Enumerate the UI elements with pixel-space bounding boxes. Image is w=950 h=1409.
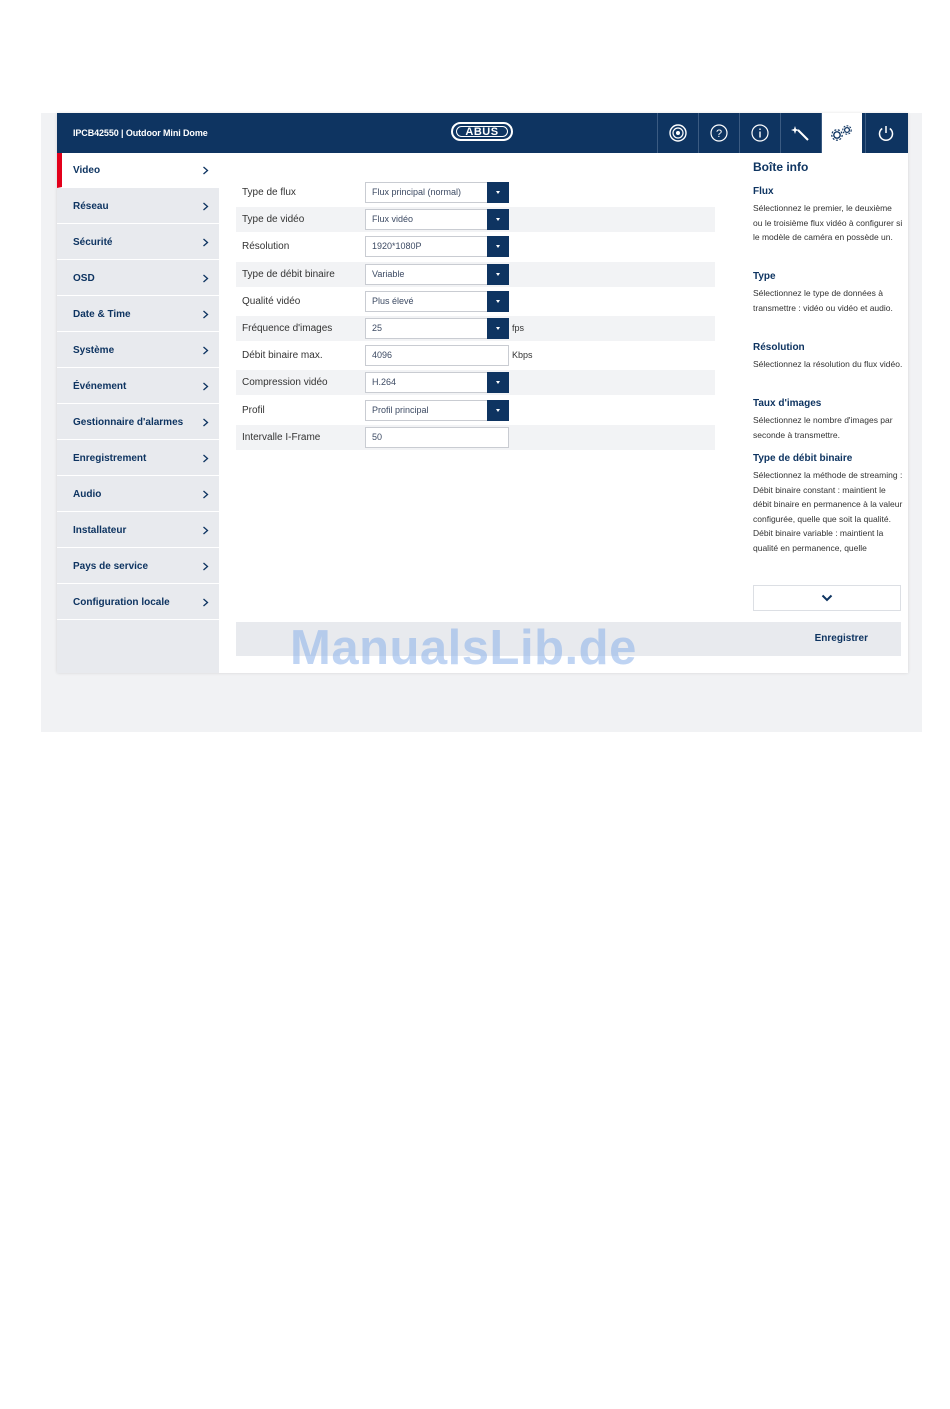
abus-logo bbox=[451, 122, 513, 141]
info-icon bbox=[750, 123, 770, 143]
form-label: Type de flux bbox=[242, 187, 296, 198]
dropdown-arrow-icon[interactable] bbox=[487, 182, 509, 203]
field-value: Flux vidéo bbox=[372, 214, 414, 224]
info-scroll-down-button[interactable] bbox=[753, 585, 901, 611]
chevron-right-icon bbox=[202, 166, 209, 175]
sidebar-item-label: Installateur bbox=[73, 525, 127, 536]
info-section bbox=[753, 342, 903, 372]
sidebar-item[interactable] bbox=[57, 153, 219, 188]
sidebar-item[interactable] bbox=[57, 477, 219, 512]
top-header bbox=[57, 113, 908, 153]
info-section-text: Sélectionnez le type de données à transmettre : vidéo ou vidéo et audio. bbox=[753, 288, 893, 313]
field-value: 25 bbox=[372, 323, 383, 333]
info-section-text: Sélectionnez la résolution du flux vidéo. bbox=[753, 359, 903, 369]
form-label: Type de débit binaire bbox=[242, 269, 335, 280]
chevron-right-icon bbox=[202, 454, 209, 463]
wizard-button[interactable] bbox=[780, 113, 821, 153]
help-button[interactable] bbox=[698, 113, 739, 153]
chevron-right-icon bbox=[202, 418, 209, 427]
field-value: Flux principal (normal) bbox=[372, 187, 462, 197]
field-value: 4096 bbox=[372, 350, 393, 360]
form-row bbox=[236, 262, 715, 287]
form-label: Débit binaire max. bbox=[242, 350, 323, 361]
select-field[interactable] bbox=[365, 264, 509, 285]
unit-label: fps bbox=[512, 323, 525, 333]
select-field[interactable] bbox=[365, 400, 509, 421]
live-view-button[interactable] bbox=[657, 113, 698, 153]
logo-text: ABUS bbox=[465, 126, 499, 138]
sidebar-item-label: OSD bbox=[73, 273, 95, 284]
dropdown-arrow-icon[interactable] bbox=[487, 372, 509, 393]
select-field[interactable] bbox=[365, 372, 509, 393]
form-label: Profil bbox=[242, 405, 265, 416]
sidebar-item[interactable] bbox=[57, 297, 219, 332]
power-icon bbox=[876, 123, 896, 143]
sidebar-item-label: Système bbox=[73, 345, 115, 356]
field-value: 1920*1080P bbox=[372, 241, 422, 251]
dropdown-arrow-icon[interactable] bbox=[487, 400, 509, 421]
info-section-heading: Taux d'images bbox=[753, 398, 822, 409]
info-section-text: Sélectionnez la méthode de streaming : Débit binaire constant : maintient le débit binaire en permanence à la valeur configurée, quelle que soit la qualité. Débit binaire variable : maintient la qualité en permanence, quelle bbox=[753, 470, 903, 553]
select-field[interactable] bbox=[365, 236, 509, 257]
dropdown-arrow-icon[interactable] bbox=[487, 209, 509, 230]
info-section-heading: Type de débit binaire bbox=[753, 453, 853, 464]
sidebar-item[interactable] bbox=[57, 549, 219, 584]
info-section bbox=[753, 271, 903, 315]
camera-lens-icon bbox=[668, 123, 688, 143]
info-box-title: Boîte info bbox=[753, 160, 809, 174]
field-value: H.264 bbox=[372, 377, 397, 387]
sidebar-item-label: Sécurité bbox=[73, 237, 113, 248]
dropdown-arrow-icon[interactable] bbox=[487, 318, 509, 339]
svg-text:?: ? bbox=[715, 128, 723, 140]
dropdown-arrow-icon[interactable] bbox=[487, 236, 509, 257]
form-row bbox=[236, 207, 715, 232]
info-section-text: Sélectionnez le nombre d'images par seconde à transmettre. bbox=[753, 415, 893, 440]
chevron-right-icon bbox=[202, 310, 209, 319]
chevron-right-icon bbox=[202, 382, 209, 391]
info-section-text: Sélectionnez le premier, le deuxième ou le troisième flux vidéo à configurer si le modèle de caméra en possède un. bbox=[753, 203, 903, 243]
text-input[interactable] bbox=[365, 427, 509, 448]
sidebar-item[interactable] bbox=[57, 441, 219, 476]
info-button[interactable] bbox=[739, 113, 780, 153]
save-button[interactable]: Enregistrer bbox=[814, 633, 868, 644]
sidebar-item[interactable] bbox=[57, 513, 219, 548]
field-value: 50 bbox=[372, 432, 383, 442]
chevron-right-icon bbox=[202, 562, 209, 571]
logout-button[interactable] bbox=[865, 113, 906, 153]
form-label: Intervalle I-Frame bbox=[242, 432, 321, 443]
chevron-right-icon bbox=[202, 526, 209, 535]
form-label: Qualité vidéo bbox=[242, 296, 301, 307]
chevron-right-icon bbox=[202, 346, 209, 355]
field-value: Plus élevé bbox=[372, 296, 414, 306]
field-value: Profil principal bbox=[372, 405, 429, 415]
unit-label: Kbps bbox=[512, 350, 533, 360]
settings-button[interactable] bbox=[821, 113, 862, 153]
info-section-heading: Résolution bbox=[753, 342, 805, 353]
sidebar-item-label: Gestionnaire d'alarmes bbox=[73, 417, 184, 428]
chevron-right-icon bbox=[202, 598, 209, 607]
form-label: Compression vidéo bbox=[242, 377, 328, 388]
sidebar-item-label: Configuration locale bbox=[73, 597, 170, 608]
sidebar-item[interactable] bbox=[57, 405, 219, 440]
sidebar-item[interactable] bbox=[57, 225, 219, 260]
device-title: IPCB42550 | Outdoor Mini Dome bbox=[73, 128, 208, 138]
watermark: ManualsLib.de bbox=[290, 621, 637, 675]
magic-wand-icon bbox=[790, 123, 812, 143]
chevron-right-icon bbox=[202, 490, 209, 499]
select-field[interactable] bbox=[365, 209, 509, 230]
chevron-right-icon bbox=[202, 202, 209, 211]
info-section bbox=[753, 398, 903, 442]
sidebar-item-label: Audio bbox=[73, 489, 102, 500]
info-section-heading: Type bbox=[753, 271, 776, 282]
info-section-heading: Flux bbox=[753, 186, 774, 197]
form-row bbox=[236, 425, 715, 450]
sidebar-item[interactable] bbox=[57, 585, 219, 620]
field-value: Variable bbox=[372, 269, 405, 279]
chevron-right-icon bbox=[202, 238, 209, 247]
sidebar-item-label: Enregistrement bbox=[73, 453, 147, 464]
chevron-down-icon bbox=[821, 594, 833, 602]
form-row bbox=[236, 316, 715, 341]
text-input[interactable] bbox=[365, 345, 509, 366]
app-window bbox=[57, 113, 908, 673]
form-label: Type de vidéo bbox=[242, 214, 305, 225]
sidebar-item[interactable] bbox=[57, 189, 219, 224]
sidebar-item[interactable] bbox=[57, 261, 219, 296]
settings-gears-icon bbox=[829, 123, 855, 143]
form-row bbox=[236, 370, 715, 395]
sidebar-item-label: Pays de service bbox=[73, 561, 149, 572]
select-field[interactable] bbox=[365, 291, 509, 312]
form-row bbox=[236, 180, 715, 205]
form-label: Fréquence d'images bbox=[242, 323, 333, 334]
sidebar-nav bbox=[57, 153, 219, 673]
sidebar-item-label: Video bbox=[73, 165, 101, 176]
select-field[interactable] bbox=[365, 318, 509, 339]
sidebar-item-label: Réseau bbox=[73, 201, 109, 212]
form-row bbox=[236, 398, 715, 423]
help-icon bbox=[709, 123, 729, 143]
form-row bbox=[236, 234, 715, 259]
form-row bbox=[236, 289, 715, 314]
sidebar-item-label: Événement bbox=[73, 381, 127, 392]
dropdown-arrow-icon[interactable] bbox=[487, 264, 509, 285]
sidebar-item[interactable] bbox=[57, 333, 219, 368]
form-label: Résolution bbox=[242, 241, 290, 252]
form-row bbox=[236, 343, 715, 368]
chevron-right-icon bbox=[202, 274, 209, 283]
select-field[interactable] bbox=[365, 182, 509, 203]
sidebar-item-label: Date & Time bbox=[73, 309, 131, 320]
sidebar-item[interactable] bbox=[57, 369, 219, 404]
info-section bbox=[753, 186, 903, 245]
dropdown-arrow-icon[interactable] bbox=[487, 291, 509, 312]
